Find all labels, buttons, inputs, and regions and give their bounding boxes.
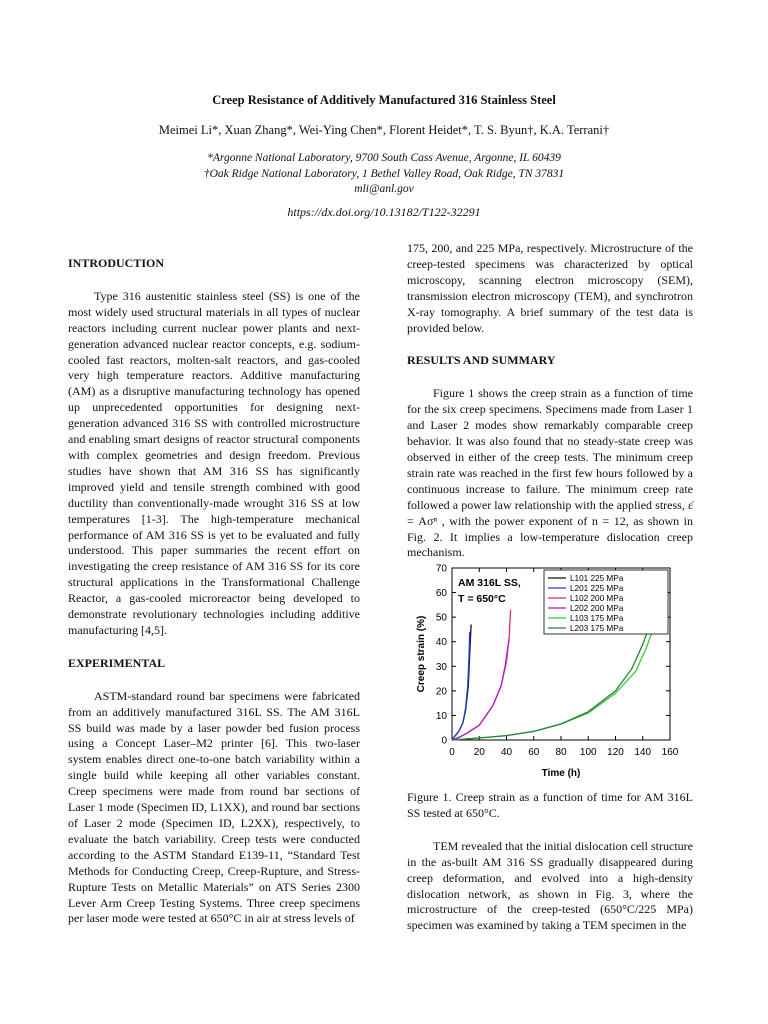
tem-paragraph: TEM revealed that the initial dislocation cell structure in the as-built AM 316 SS gradually disappeared during creep deformation, and evolved into a high-density dislocation network, as shown in Fig. 3, where the microstructure of the creep-tested (650°C/225 MPa) specimen was examined by taking a TEM specimen in the [407,838,693,933]
series-line-l103 [452,627,654,740]
x-tick-label: 60 [528,747,540,758]
paper-title: Creep Resistance of Additively Manufactured 316 Stainless Steel [212,93,556,107]
x-tick-label: 80 [555,747,567,758]
x-tick-label: 160 [661,747,679,758]
x-tick-label: 100 [579,747,597,758]
results-heading: RESULTS AND SUMMARY [407,353,556,368]
x-tick-label: 0 [449,747,455,758]
legend-entry: L201 225 MPa [570,584,624,593]
x-tick-label: 40 [500,747,513,758]
x-axis-label: Time (h) [541,768,581,779]
creep-strain-chart [405,560,695,785]
y-tick-label: 30 [435,661,447,673]
experimental-heading: EXPERIMENTAL [68,655,166,670]
legend-entry: L101 225 MPa [570,574,624,583]
y-tick-label: 50 [435,612,447,624]
results-paragraph: Figure 1 shows the creep strain as a function of time for the six creep specimens. Specimens made from Laser 1 and Laser 2 modes show remarkably comparable creep behavior. It was also found that no steady-state creep was observed in either of the creep tests. The minimum creep strain rate was reached in the first few hours followed by a continuous increase to failure. The minimum creep rate followed a power law relationship with the applied stress, ε̇ = Aσⁿ , with the power exponent of n = 12, as shown in Fig. 2. It implies a low-temperature dislocation creep mechanism. [407,386,693,560]
introduction-heading: INTRODUCTION [68,256,165,270]
y-tick-label: 10 [435,710,447,722]
y-tick-label: 60 [435,588,447,600]
right-column-top [407,241,693,561]
doi-link[interactable]: https://dx.doi.org/10.13182/T122-32291 [287,205,481,219]
y-tick-label: 40 [435,637,447,649]
series-line-l202 [452,639,509,740]
series-line-l201 [452,632,470,740]
legend-entry: L202 200 MPa [570,604,624,613]
introduction-paragraph: Type 316 austenitic stainless steel (SS) is one of the most widely used structural materials in all types of nuclear reactors including current nuclear power plants and next-generation advanced nuclear reactor concepts, e.g. sodium-cooled fast reactors, molten-salt reactors, and gas-cooled very high temperature reactors. Additive manufacturing (AM) as a disruptive manufacturing technology has opened up unprecedented opportunities for designing next-generation advanced 316 SS with controlled microstructure and enabling smart designs of reactor structural components with complex geometries and design freedom. Previous studies have shown that AM 316 SS has significantly improved yield and tensile strength combined with good ductility than conventionally-made wrought 316 SS at low temperatures [1-3]. The high-temperature mechanical performance of AM 316 SS is yet to be evaluated and fully understood. This paper summaries the recent effort on investigating the creep resistance of AM 316 SS for its core structural applications in the Transformational Challenge Reactor, a gas-cooled microreactor being developed to demonstrate revolutionary technologies including additive manufacturing [4,5]. [68,288,360,637]
experimental-paragraph: ASTM-standard round bar specimens were fabricated from an additively manufactured 316L SS. The AM 316L SS build was made by a laser powder bed fusion process using a Concept Laser–M2 printer [6]. This two-laser system enables direct one-to-one batch variability within a single build while keeping all other variables constant. Creep specimens were made from round bar sections of Laser 1 mode (Specimen ID, L1XX), and round bar sections of Laser 2 mode (Specimen ID, L2XX), respectively, to evaluate the batch variability. Creep tests were conducted according to the ASTM Standard E139-11, “Standard Test Methods for Conducting Creep, Creep-Rupture, and Stress-Rupture Tests on Metallic Materials” on ATS Series 2300 Lever Arm Creep Testing Systems. Three creep specimens per laser mode were tested at 650°C in air at stress levels of [68,688,360,926]
experimental-continuation: 175, 200, and 225 MPa, respectively. Microstructure of the creep-tested specimens was characterized by optical microscopy, scanning electron microscopy (SEM), transmission electron microscopy (TEM), and synchrotron X-ray tomography. A brief summary of the test data is provided below. [407,241,693,335]
legend-entry: L103 175 MPa [570,614,624,623]
series-line-l203 [452,629,648,740]
figure-1-caption: Figure 1. Creep strain as a function of time for AM 316L SS tested at 650°C. [407,790,693,820]
affiliation-oak-ridge: †Oak Ridge National Laboratory, 1 Bethel Valley Road, Oak Ridge, TN 37831 [203,168,565,180]
chart-annotation-material: AM 316L SS, [458,577,521,589]
affiliation-argonne: *Argonne National Laboratory, 9700 South Cass Avenue, Argonne, IL 60439 [207,152,561,164]
left-column [68,256,360,927]
series-line-l102 [452,610,511,740]
y-tick-label: 70 [435,563,447,575]
legend-entry: L102 200 MPa [570,594,624,603]
legend-entry: L203 175 MPa [570,624,624,633]
x-tick-label: 20 [473,747,485,758]
x-tick-label: 120 [607,747,624,758]
y-tick-label: 20 [435,686,447,698]
chart-annotation-temperature: T = 650°C [458,593,506,605]
y-axis-label: Creep strain (%) [416,615,427,693]
author-list: Meimei Li*, Xuan Zhang*, Wei-Ying Chen*, Florent Heidet*, T. S. Byun†, K.A. Terrani† [158,123,610,137]
y-tick-label: 0 [441,735,447,747]
contact-email[interactable]: mli@anl.gov [354,183,414,195]
right-column-bottom [407,790,693,934]
x-tick-label: 140 [634,747,652,758]
